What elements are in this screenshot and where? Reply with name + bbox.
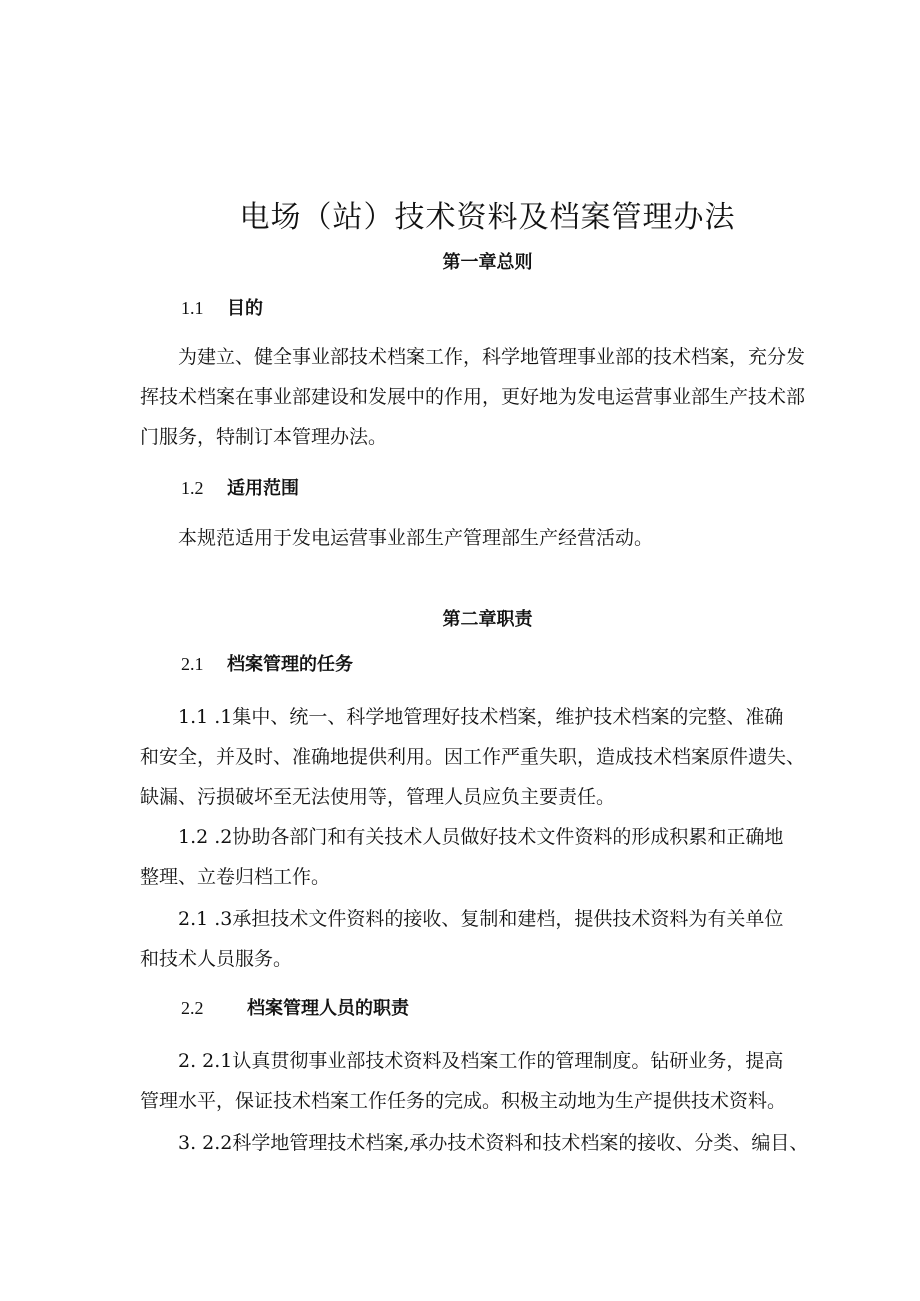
section-1-2-heading — [181, 474, 299, 500]
section-1-1-heading — [181, 294, 263, 320]
section-number: 1.2 — [181, 478, 204, 498]
paragraph-line: 为建立、健全事业部技术档案工作，科学地管理事业部的技术档案，充分发 — [178, 346, 806, 368]
section-label: 档案管理人员的职责 — [247, 998, 409, 1019]
paragraph-line: 本规范适用于发电运营事业部生产管理部生产经营活动。 — [178, 527, 654, 549]
section-label: 档案管理的任务 — [227, 654, 353, 675]
paragraph-line: 挥技术档案在事业部建设和发展中的作用，更好地为发电运营事业部生产技术部 — [140, 386, 806, 408]
section-label: 适用范围 — [227, 478, 299, 499]
paragraph-line: 管理水平，保证技术档案工作任务的完成。积极主动地为生产提供技术资料。 — [140, 1090, 787, 1112]
paragraph-line: 2.1 .3承担技术文件资料的接收、复制和建档，提供技术资料为有关单位 — [178, 908, 784, 930]
chapter-1-heading: 第一章总则 — [442, 252, 533, 273]
section-2-1-item-1 — [140, 697, 805, 817]
section-number: 1.1 — [181, 298, 204, 318]
paragraph-line: 和安全，并及时、准确地提供利用。因工作严重失职，造成技术档案原件遗失、 — [140, 746, 806, 768]
paragraph-line: 和技术人员服务。 — [140, 948, 293, 970]
section-1-2-paragraph — [178, 518, 653, 558]
paragraph-line: 缺漏、污损破坏至无法使用等，管理人员应负主要责任。 — [140, 786, 616, 808]
section-1-1-paragraph — [140, 337, 805, 457]
section-2-2-item-2 — [140, 1123, 808, 1163]
section-label: 目的 — [227, 298, 263, 319]
paragraph-line: 整理、立卷归档工作。 — [140, 866, 331, 888]
paragraph-line: 3. 2.2科学地管理技术档案,承办技术资料和技术档案的接收、分类、编目、 — [178, 1132, 809, 1154]
section-number: 2.2 — [181, 998, 204, 1018]
section-2-2-heading — [181, 994, 409, 1020]
paragraph-line: 门服务，特制订本管理办法。 — [140, 426, 388, 448]
document-title: 电场（站）技术资料及档案管理办法 — [239, 200, 736, 235]
section-number: 2.1 — [181, 654, 204, 674]
paragraph-line: 1.2 .2协助各部门和有关技术人员做好技术文件资料的形成积累和正确地 — [178, 826, 784, 848]
paragraph-line: 1.1 .1集中、统一、科学地管理好技术档案，维护技术档案的完整、准确 — [178, 706, 784, 728]
section-2-2-item-1 — [140, 1041, 786, 1121]
section-2-1-item-3 — [140, 899, 783, 979]
section-2-1-item-2 — [140, 817, 783, 897]
paragraph-line: 2. 2.1认真贯彻事业部技术资料及档案工作的管理制度。钻研业务，提高 — [178, 1050, 784, 1072]
chapter-2-heading: 第二章职责 — [442, 609, 533, 630]
section-2-1-heading — [181, 650, 353, 676]
